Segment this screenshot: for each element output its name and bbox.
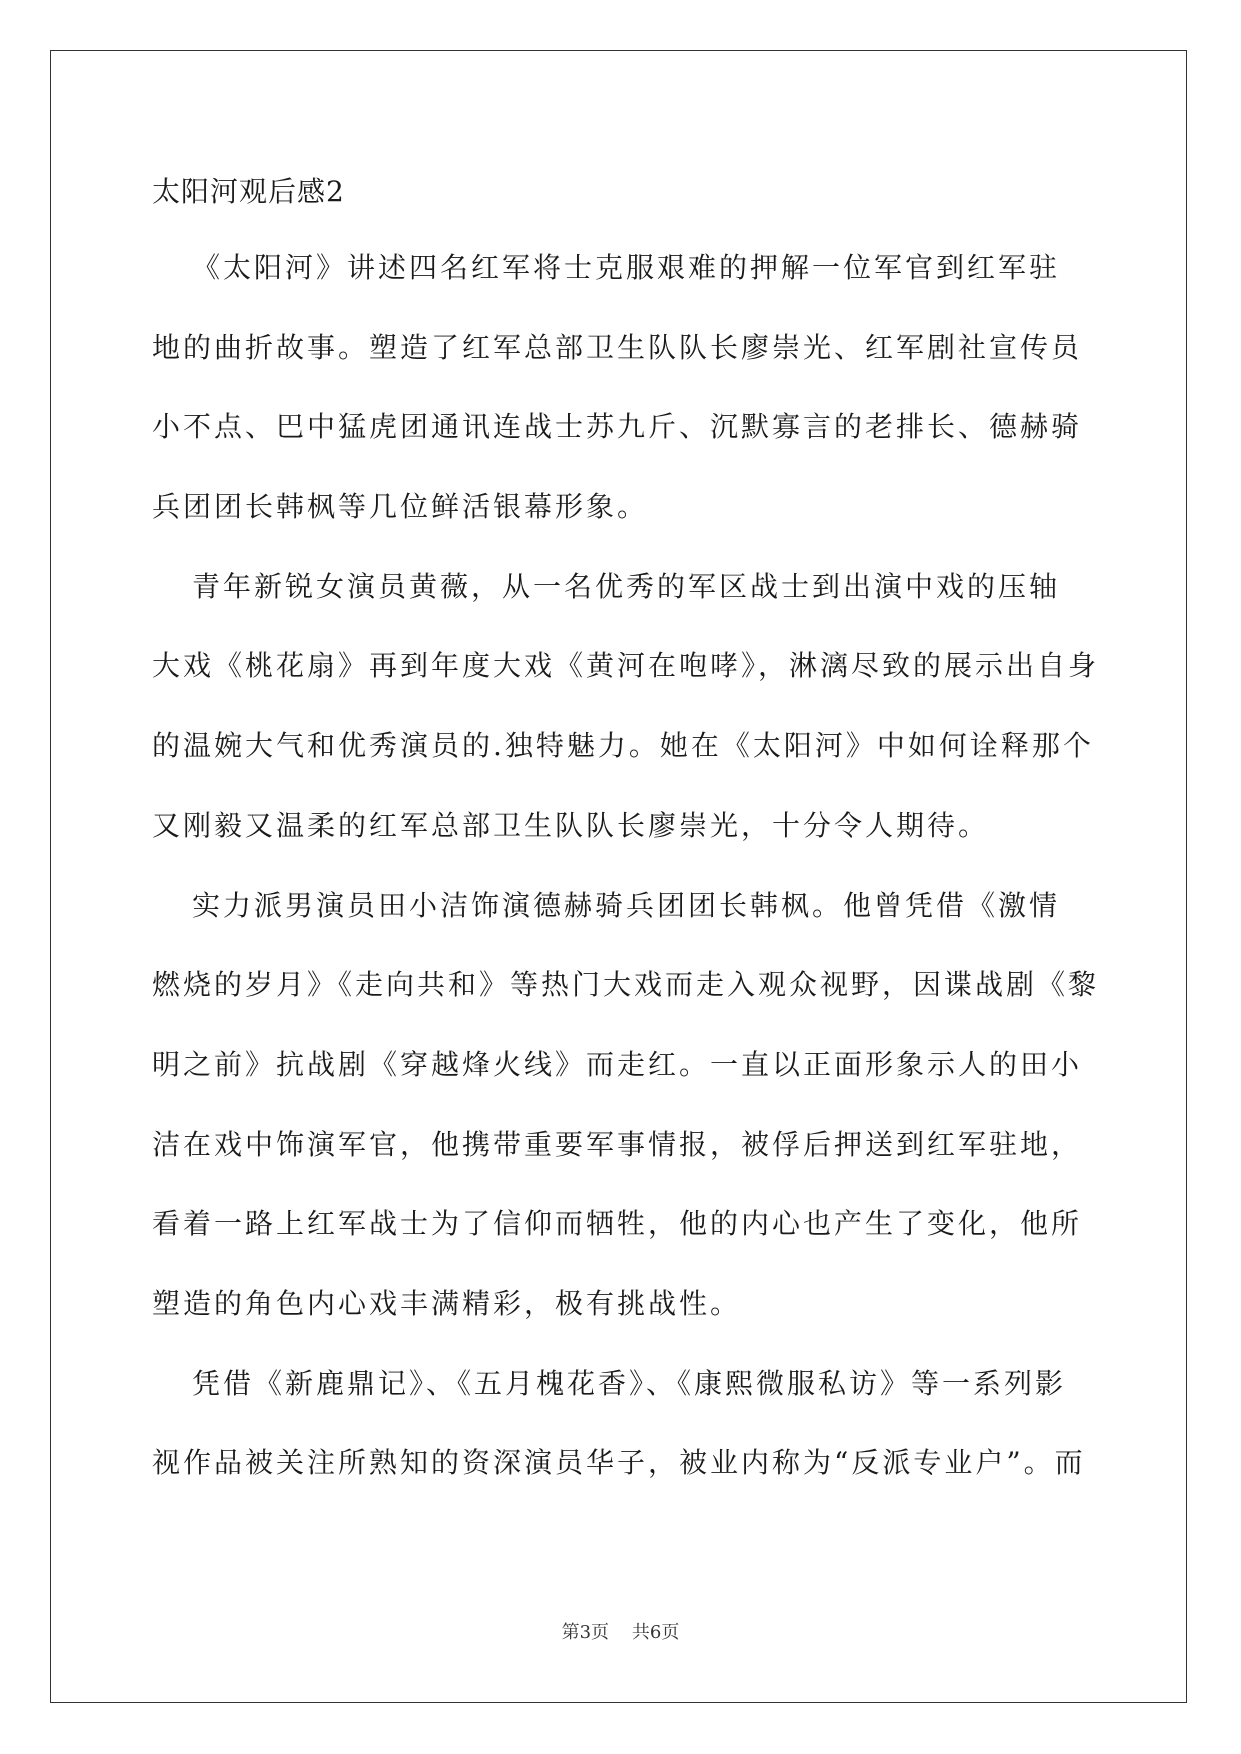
body-line: 的温婉大气和优秀演员的.独特魅力。她在《太阳河》中如何诠释那个: [152, 729, 1094, 762]
body-line: 明之前》抗战剧《穿越烽火线》而走红。一直以正面形象示人的田小: [152, 1048, 1083, 1081]
body-line: 洁在戏中饰演军官，他携带重要军事情报，被俘后押送到红军驻地，: [152, 1128, 1083, 1161]
body-line: 又刚毅又温柔的红军总部卫生队队长廖崇光，十分令人期待。: [152, 809, 990, 842]
body-line: 兵团团长韩枫等几位鲜活银幕形象。: [152, 490, 649, 523]
body-line: 燃烧的岁月》《走向共和》等热门大戏而走入观众视野，因谍战剧《黎: [152, 968, 1100, 1001]
body-line: 实力派男演员田小洁饰演德赫骑兵团团长韩枫。他曾凭借《激情: [192, 889, 1061, 922]
body-line: 凭借《新鹿鼎记》、《五月槐花香》、《康熙微服私访》等一系列影: [192, 1367, 1067, 1400]
body-line: 地的曲折故事。塑造了红军总部卫生队队长廖崇光、红军剧社宣传员: [152, 331, 1083, 364]
body-line: 小不点、巴中猛虎团通讯连战士苏九斤、沉默寡言的老排长、德赫骑: [152, 410, 1083, 443]
document-title: 太阳河观后感2: [152, 175, 345, 208]
body-line: 青年新锐女演员黄薇，从一名优秀的军区战士到出演中戏的压轴: [192, 570, 1061, 603]
body-line: 视作品被关注所熟知的资深演员华子，被业内称为“反派专业户”。而: [152, 1446, 1086, 1479]
body-line: 塑造的角色内心戏丰满精彩，极有挑战性。: [152, 1287, 742, 1320]
page-number: 第3页 共6页: [561, 1622, 680, 1643]
body-line: 《太阳河》讲述四名红军将士克服艰难的押解一位军官到红军驻: [192, 251, 1061, 284]
body-line: 大戏《桃花扇》再到年度大戏《黄河在咆哮》，淋漓尽致的展示出自身: [152, 649, 1100, 682]
body-line: 看着一路上红军战士为了信仰而牺牲，他的内心也产生了变化，他所: [152, 1207, 1083, 1240]
